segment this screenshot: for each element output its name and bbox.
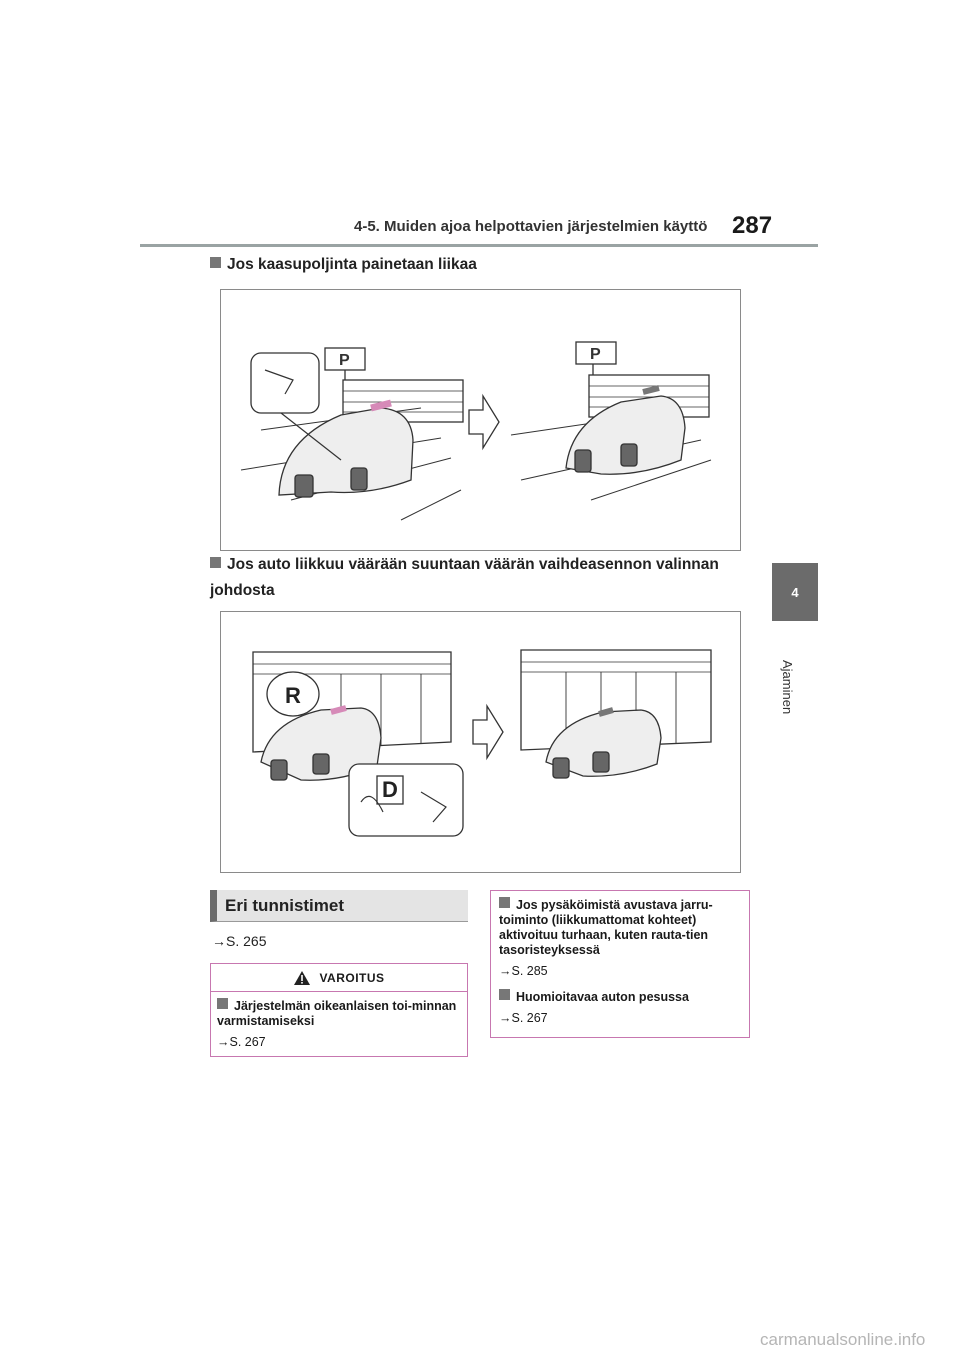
warning-triangle-icon	[293, 970, 311, 986]
caution-label: VAROITUS	[319, 970, 385, 985]
caution-item: Järjestelmän oikeanlaisen toi-minnan varmistamiseksi	[217, 999, 457, 1028]
square-bullet-icon	[499, 989, 510, 1000]
page-number: 287	[732, 212, 773, 239]
header-section-title: 4-5. Muiden ajoa helpottavien järjestelmien käyttö	[354, 218, 708, 235]
figure-accelerator-pressed	[220, 289, 741, 551]
chapter-label: Ajaminen	[780, 660, 795, 715]
chapter-tab[interactable]	[772, 563, 818, 621]
caution-page-ref[interactable]: →S. 267	[217, 1035, 266, 1049]
storefront-scene-right	[521, 650, 711, 778]
section-heading-2: Jos auto liikkuu väärään suuntaan väärän vaihdeasennon valinnan johdosta	[210, 556, 719, 599]
caution-box	[210, 963, 468, 1057]
storefront-scene-left	[253, 652, 463, 836]
parking-scene-right	[511, 342, 711, 500]
gear-label-r: R	[285, 683, 301, 708]
svg-text:P: P	[339, 352, 350, 369]
square-bullet-icon	[210, 557, 221, 568]
right-arrow-icon	[469, 396, 499, 448]
sensors-page-ref[interactable]: →S. 265	[212, 933, 267, 949]
caution-header	[211, 964, 467, 992]
watermark: carmanualsonline.info	[760, 1330, 926, 1349]
chapter-number: 4	[791, 584, 799, 600]
notes-box	[490, 890, 750, 1038]
square-bullet-icon	[217, 998, 228, 1009]
sensors-section-title: Eri tunnistimet	[210, 890, 468, 922]
note-ref-2[interactable]: →S. 267	[499, 1011, 548, 1025]
square-bullet-icon	[499, 897, 510, 908]
parking-scene-left	[241, 348, 463, 520]
square-bullet-icon	[210, 257, 221, 268]
right-arrow-icon	[473, 706, 503, 758]
note-ref-1[interactable]: →S. 285	[499, 964, 548, 978]
svg-text:P: P	[590, 346, 601, 363]
note-item-2: Huomioitavaa auton pesussa	[499, 989, 743, 1005]
section-heading-1: Jos kaasupoljinta painetaan liikaa	[210, 252, 477, 278]
note-item-1: Jos pysäköimistä avustava jarru-toiminto (liikkumattomat kohteet) aktivoituu turhaan, kuten rauta-tien tasoristeyksessä	[499, 898, 713, 957]
header-rule	[140, 244, 818, 247]
figure-wrong-gear	[220, 611, 741, 873]
gear-label-d: D	[382, 777, 398, 802]
